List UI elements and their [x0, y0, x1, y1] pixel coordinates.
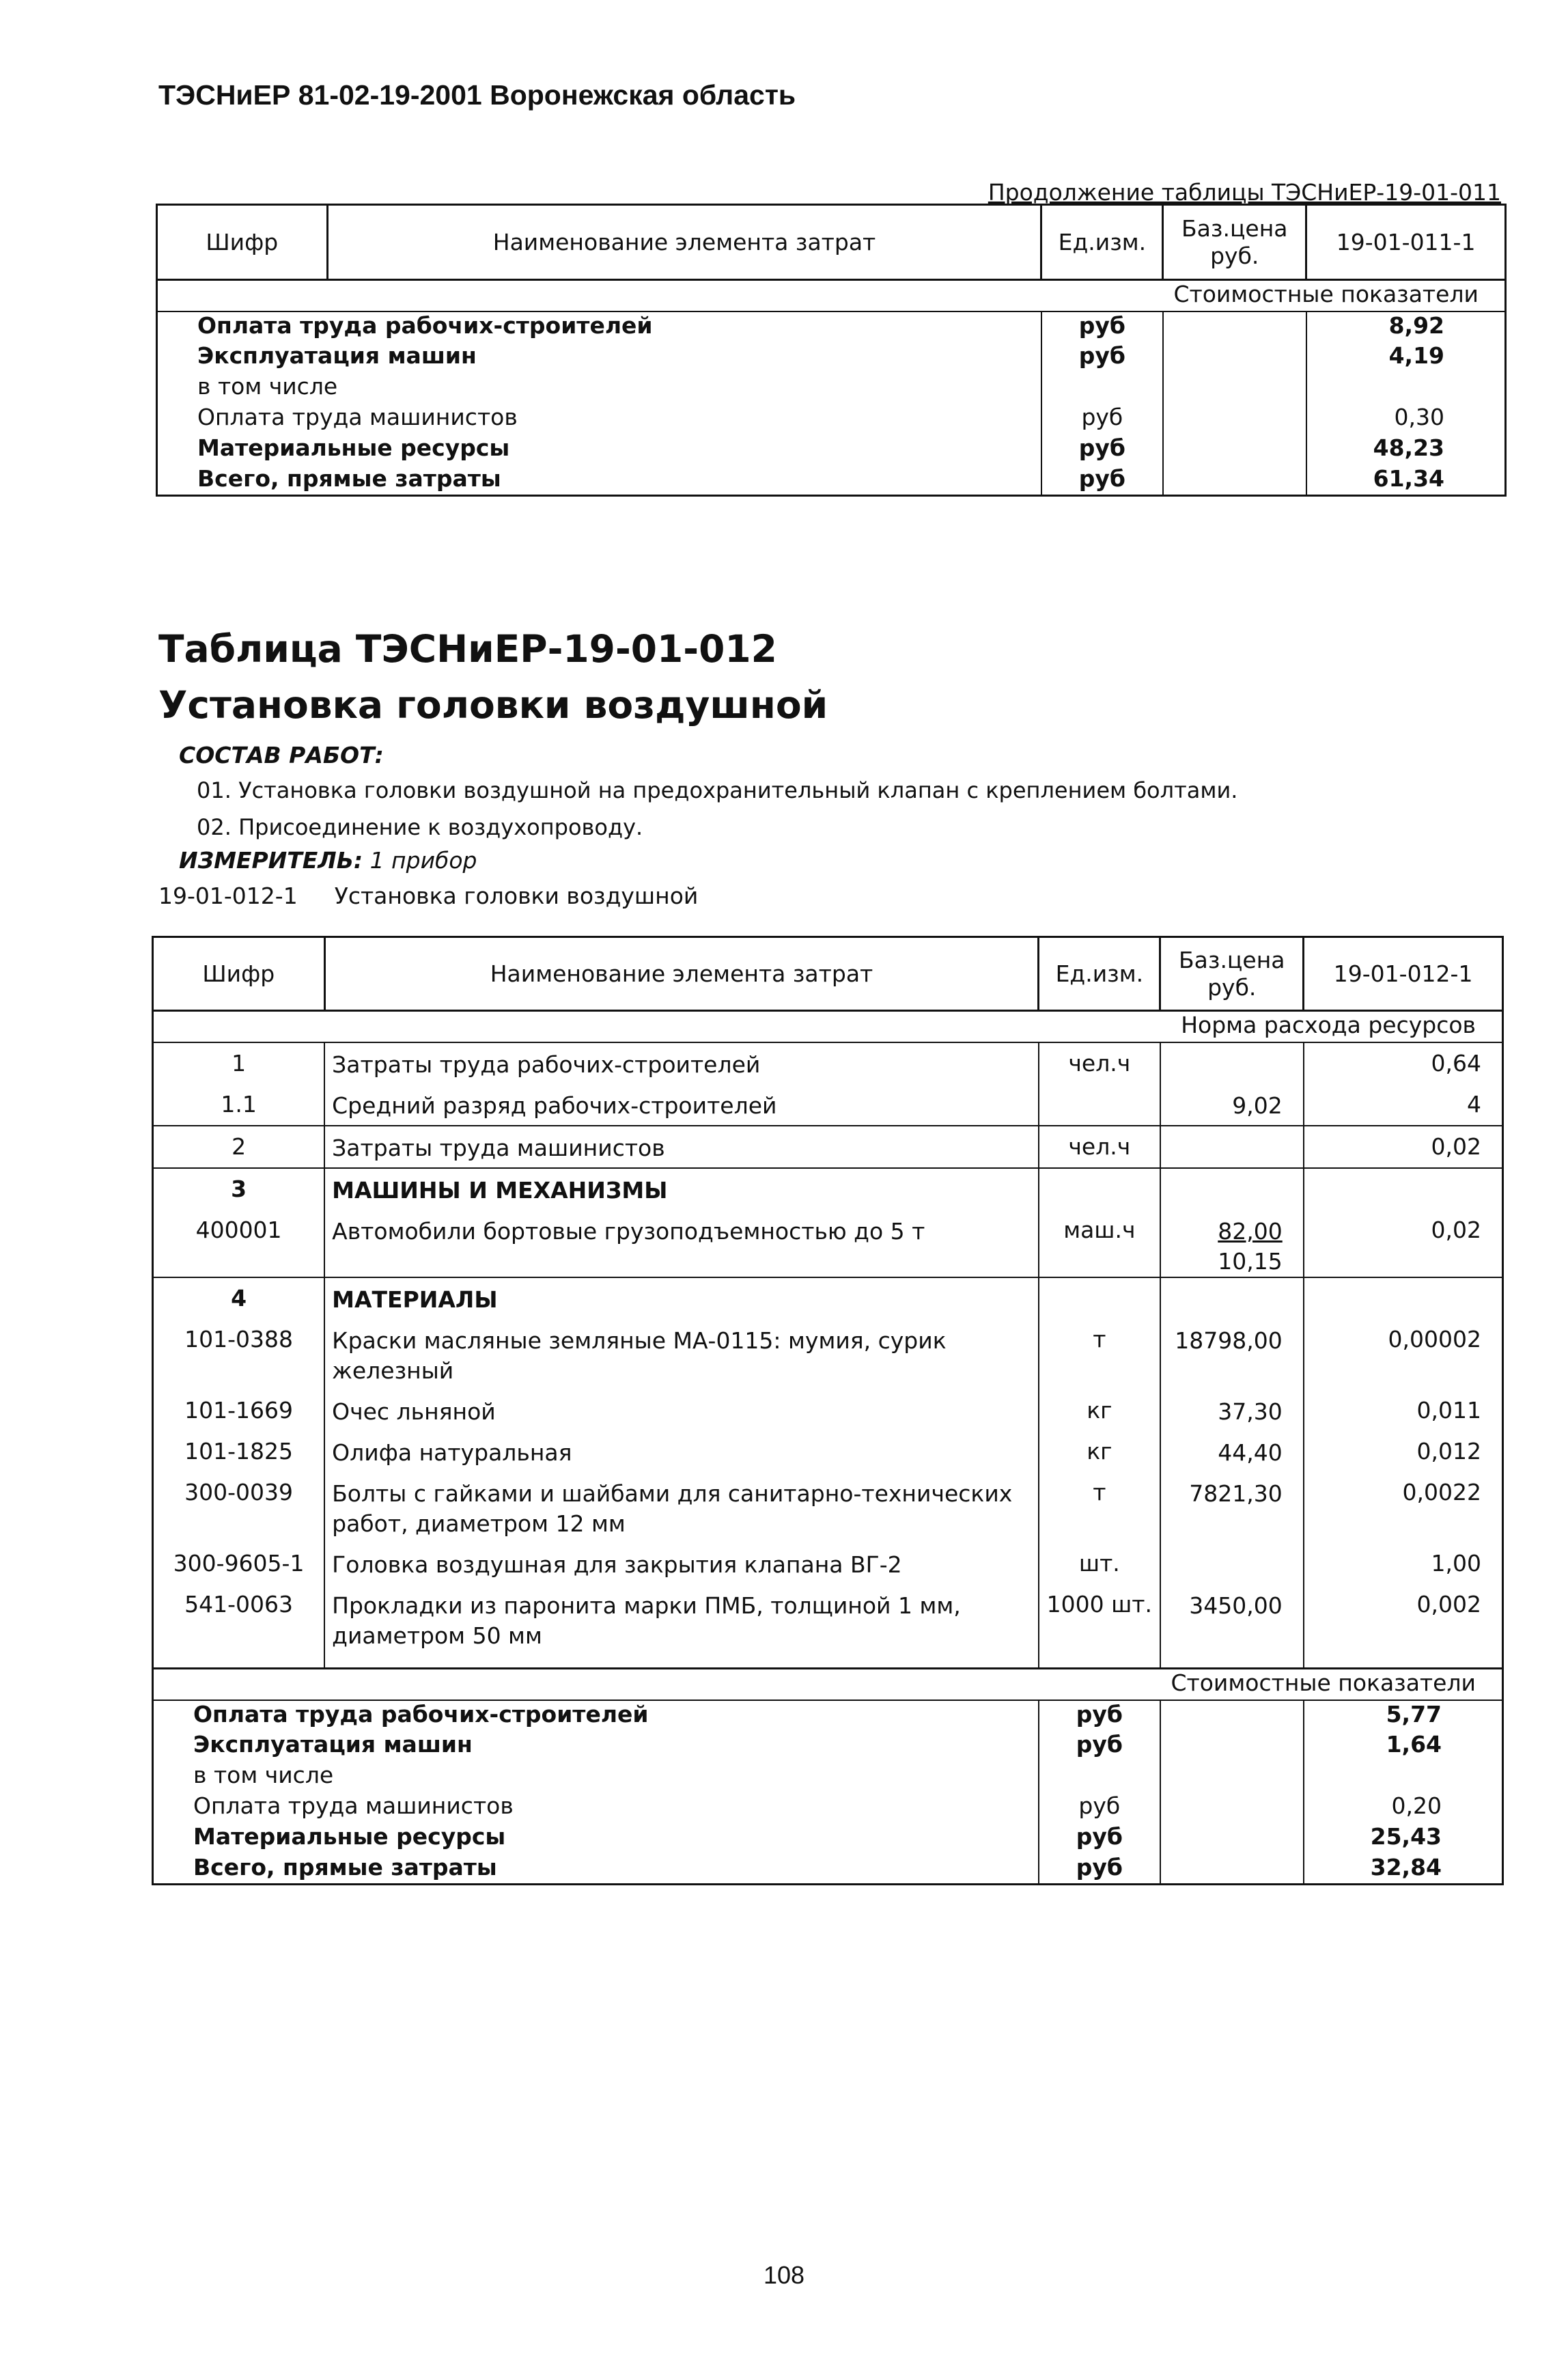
norm-name: Болты с гайками и шайбами для санитарно-технических работ, диаметром 12 мм: [324, 1472, 1039, 1543]
norm-price-value: 7821,30: [1189, 1480, 1283, 1507]
norm-row: [153, 1431, 1503, 1472]
cost-name: Эксплуатация машин: [197, 342, 477, 369]
norm-name: Автомобили бортовые грузоподъемностью до 5 т: [324, 1210, 1039, 1277]
measurement-value: 1 прибор: [369, 847, 477, 874]
cost-unit: [1039, 1762, 1160, 1792]
cost-value: [1304, 1762, 1503, 1792]
spacer-cell: [324, 1655, 1039, 1669]
document-header: ТЭСНиЕР 81-02-19-2001 Воронежская область: [158, 79, 796, 111]
cost-unit: [1041, 373, 1163, 404]
norm-price: [1160, 1042, 1304, 1084]
costs-table-011: [156, 204, 1507, 497]
cost-unit: руб: [1039, 1823, 1160, 1854]
norm-row: [153, 1584, 1503, 1655]
norm-price: [1160, 1084, 1304, 1126]
norm-unit: шт.: [1039, 1543, 1160, 1584]
cost-unit: руб: [1041, 434, 1163, 465]
cost-value: 25,43: [1304, 1823, 1503, 1854]
spacer-cell: [1304, 1655, 1503, 1669]
cost-row: [157, 465, 1506, 496]
norm-price-value: 18798,00: [1175, 1327, 1283, 1354]
norm-unit: чел.ч: [1039, 1042, 1160, 1084]
col-code-header: Шифр: [153, 937, 325, 1011]
norm-price: [1160, 1543, 1304, 1584]
norm-price: [1160, 1126, 1304, 1168]
norm-name: Затраты труда рабочих-строителей: [324, 1042, 1039, 1084]
cost-value: 4,19: [1306, 342, 1506, 373]
norms-section-label: Норма расхода ресурсов: [153, 1011, 1503, 1042]
cost-value: 5,77: [1304, 1700, 1503, 1731]
norm-code: 2: [153, 1126, 325, 1168]
cost-unit: руб: [1039, 1854, 1160, 1885]
norm-value: [1304, 1168, 1503, 1210]
norm-value: 0,002: [1304, 1584, 1503, 1655]
cost-row: [153, 1854, 1503, 1885]
cost-name: в том числе: [197, 372, 338, 400]
continuation-label: Продолжение таблицы ТЭСНиЕР-19-01-011: [988, 179, 1501, 206]
norm-unit: [1039, 1084, 1160, 1126]
norm-unit: [1039, 1277, 1160, 1319]
spacer-row: [153, 1655, 1503, 1669]
cost-value: 32,84: [1304, 1854, 1503, 1885]
work-item-2: 02. Присоединение к воздухопроводу.: [197, 814, 643, 840]
cost-value: 1,64: [1304, 1731, 1503, 1762]
norm-row: [153, 1472, 1503, 1543]
norm-row: [153, 1210, 1503, 1277]
cost-name: Оплата труда рабочих-строителей: [193, 1700, 649, 1728]
norm-name: МАШИНЫ И МЕХАНИЗМЫ: [324, 1168, 1039, 1210]
cost-price: [1160, 1854, 1304, 1885]
cost-price: [1160, 1762, 1304, 1792]
norm-value: 0,011: [1304, 1390, 1503, 1431]
row-code-name: Установка головки воздушной: [334, 883, 699, 909]
page-number: 108: [763, 2261, 805, 2289]
cost-value: 8,92: [1306, 311, 1506, 342]
norm-unit: кг: [1039, 1390, 1160, 1431]
norm-unit: 1000 шт.: [1039, 1584, 1160, 1655]
col-unit-header: Ед.изм.: [1041, 205, 1163, 280]
cost-name: Материальные ресурсы: [193, 1822, 506, 1850]
norm-value: 4: [1304, 1084, 1503, 1126]
norm-row: [153, 1319, 1503, 1390]
norm-value: [1304, 1277, 1503, 1319]
spacer-cell: [1039, 1655, 1160, 1669]
spacer-cell: [153, 1655, 325, 1669]
norm-value: 0,64: [1304, 1042, 1503, 1084]
norm-value: 0,00002: [1304, 1319, 1503, 1390]
table-title: Таблица ТЭСНиЕР-19-01-012: [158, 627, 777, 671]
norm-price: [1160, 1277, 1304, 1319]
norm-code: 400001: [195, 1216, 282, 1243]
cost-value: 0,30: [1306, 404, 1506, 434]
norm-price-value: 44,40: [1218, 1439, 1283, 1466]
cost-unit: руб: [1041, 342, 1163, 373]
norm-unit: т: [1039, 1472, 1160, 1543]
norm-value: 1,00: [1304, 1543, 1503, 1584]
cost-row: [157, 434, 1506, 465]
norm-price: [1160, 1584, 1304, 1655]
norm-name: Средний разряд рабочих-строителей: [324, 1084, 1039, 1126]
cost-price: [1163, 404, 1306, 434]
cost-row: [153, 1762, 1503, 1792]
norm-name: Очес льняной: [324, 1390, 1039, 1431]
norm-value: 0,0022: [1304, 1472, 1503, 1543]
norm-value: 0,012: [1304, 1431, 1503, 1472]
cost-unit: руб: [1039, 1700, 1160, 1731]
norm-code: 1.1: [221, 1090, 257, 1118]
norm-price-value: 37,30: [1218, 1398, 1283, 1425]
norm-unit: [1039, 1168, 1160, 1210]
cost-unit: руб: [1041, 465, 1163, 496]
cost-price: [1163, 311, 1306, 342]
costs-section-label: Стоимостные показатели: [153, 1669, 1503, 1700]
cost-name: Оплата труда машинистов: [197, 403, 518, 430]
col-name-header: Наименование элемента затрат: [324, 937, 1039, 1011]
norm-row: [153, 1277, 1503, 1319]
cost-row: [153, 1792, 1503, 1823]
norm-row: [153, 1084, 1503, 1126]
cost-name: Эксплуатация машин: [193, 1730, 473, 1758]
col-code-header: Шифр: [157, 205, 328, 280]
measurement-unit: [179, 847, 477, 874]
measurement-label: ИЗМЕРИТЕЛЬ:: [179, 847, 363, 874]
cost-name: Материальные ресурсы: [197, 434, 510, 461]
cost-value: 0,20: [1304, 1792, 1503, 1823]
cost-row: [157, 373, 1506, 404]
cost-price: [1160, 1792, 1304, 1823]
norm-row: [153, 1543, 1503, 1584]
cost-name: Всего, прямые затраты: [197, 464, 501, 492]
cost-price: [1160, 1700, 1304, 1731]
cost-price: [1163, 373, 1306, 404]
norm-code: 101-0388: [184, 1325, 294, 1353]
norm-code: 541-0063: [184, 1590, 294, 1618]
col-price-header: Баз.цена руб.: [1163, 205, 1306, 280]
norm-price-value: 82,00: [1218, 1217, 1283, 1245]
norm-unit: маш.ч: [1039, 1210, 1160, 1277]
norm-price: [1160, 1210, 1304, 1277]
norms-table-012: [152, 936, 1504, 1885]
cost-price: [1163, 342, 1306, 373]
cost-unit: руб: [1041, 404, 1163, 434]
cost-name: Оплата труда рабочих-строителей: [197, 311, 653, 339]
norm-name: Головка воздушная для закрытия клапана ВГ-2: [324, 1543, 1039, 1584]
cost-price: [1160, 1731, 1304, 1762]
norm-price: [1160, 1390, 1304, 1431]
norm-row: [153, 1168, 1503, 1210]
norm-code: 101-1825: [184, 1437, 294, 1465]
spacer-cell: [1160, 1655, 1304, 1669]
norm-code: 101-1669: [184, 1396, 294, 1424]
norm-name: Затраты труда машинистов: [324, 1126, 1039, 1168]
cost-row: [153, 1823, 1503, 1854]
cost-row: [157, 404, 1506, 434]
col-resource-code-header: 19-01-012-1: [1304, 937, 1503, 1011]
cost-value: 61,34: [1306, 465, 1506, 496]
cost-unit: руб: [1041, 311, 1163, 342]
cost-price: [1163, 465, 1306, 496]
cost-price: [1160, 1823, 1304, 1854]
norm-name: Прокладки из паронита марки ПМБ, толщиной 1 мм, диаметром 50 мм: [324, 1584, 1039, 1655]
norm-row: [153, 1390, 1503, 1431]
cost-row: [153, 1731, 1503, 1762]
cost-row: [157, 311, 1506, 342]
col-price-header: Баз.цена руб.: [1160, 937, 1304, 1011]
norm-name: Краски масляные земляные МА-0115: мумия, сурик железный: [324, 1319, 1039, 1390]
norm-price: [1160, 1168, 1304, 1210]
norm-unit: т: [1039, 1319, 1160, 1390]
cost-unit: руб: [1039, 1792, 1160, 1823]
col-name-header: Наименование элемента затрат: [327, 205, 1041, 280]
col-resource-code-header: 19-01-011-1: [1306, 205, 1506, 280]
row-code: 19-01-012-1: [158, 883, 298, 909]
norm-value: 0,02: [1304, 1210, 1503, 1277]
cost-value: [1306, 373, 1506, 404]
norm-price: [1160, 1319, 1304, 1390]
norm-row: [153, 1126, 1503, 1168]
cost-name: Всего, прямые затраты: [193, 1853, 497, 1881]
norm-price: [1160, 1472, 1304, 1543]
work-composition-label: СОСТАВ РАБОТ:: [179, 742, 384, 768]
table-subtitle: Установка головки воздушной: [158, 683, 828, 727]
costs-section: [153, 1669, 1503, 1700]
norm-price: [1160, 1431, 1304, 1472]
cost-row: [153, 1700, 1503, 1731]
norm-code: 1: [232, 1049, 247, 1077]
cost-unit: руб: [1039, 1731, 1160, 1762]
norm-code: 3: [153, 1168, 325, 1210]
norm-price-value: 9,02: [1232, 1092, 1283, 1119]
norm-code: 300-0039: [184, 1478, 294, 1506]
row-code-line: [158, 883, 698, 909]
norm-price-value: 3450,00: [1189, 1592, 1283, 1619]
norm-unit: чел.ч: [1039, 1126, 1160, 1168]
norm-name: МАТЕРИАЛЫ: [324, 1277, 1039, 1319]
col-unit-header: Ед.изм.: [1039, 937, 1160, 1011]
norm-price-secondary: 10,15: [1218, 1247, 1283, 1275]
cost-value: 48,23: [1306, 434, 1506, 465]
norm-name: Олифа натуральная: [324, 1431, 1039, 1472]
cost-name: Оплата труда машинистов: [193, 1792, 514, 1819]
cost-price: [1163, 434, 1306, 465]
cost-row: [157, 342, 1506, 373]
work-item-1: 01. Установка головки воздушной на предохранительный клапан с креплением болтами.: [197, 777, 1238, 803]
norm-value: 0,02: [1304, 1126, 1503, 1168]
norm-code: 300-9605-1: [173, 1549, 305, 1577]
norm-code: 4: [153, 1277, 325, 1319]
norm-row: [153, 1042, 1503, 1084]
norm-unit: кг: [1039, 1431, 1160, 1472]
costs-section-label: Стоимостные показатели: [157, 280, 1506, 311]
cost-name: в том числе: [193, 1761, 334, 1788]
